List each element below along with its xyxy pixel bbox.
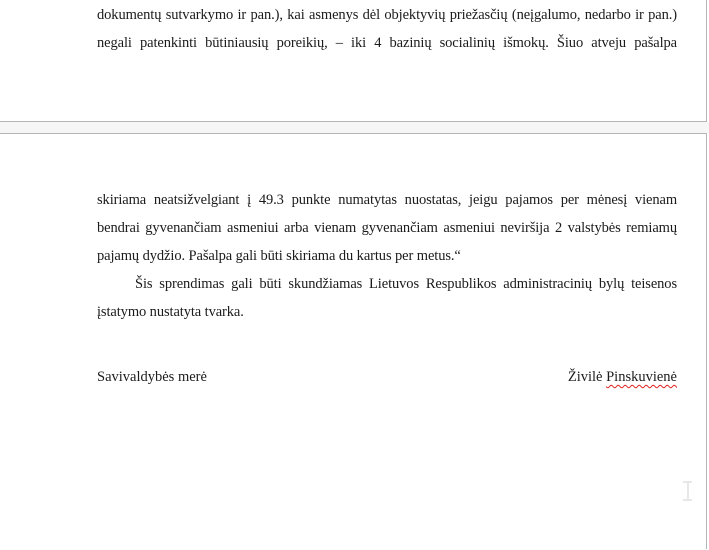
text-line[interactable]: dokumentų sutvarkymo ir pan.), kai asmenys dėl objektyvių priežasčių (neįgalumo, nedarbo ir pan.) xyxy=(97,7,677,23)
signature-name-first: Živilė xyxy=(567,369,607,385)
text-line[interactable]: negali patenkinti būtiniausių poreikių, – iki 4 bazinių socialinių išmokų. Šiuo atveju pašalpa xyxy=(97,35,677,51)
text-line[interactable]: pajamų dydžio. Pašalpa gali būti skiriama du kartus per metus.“ xyxy=(97,248,461,264)
i-beam-stem xyxy=(687,482,689,500)
text-line[interactable]: bendrai gyvenančiam asmeniui arba vienam gyvenančiam asmeniui neviršija 2 valstybės remiamų xyxy=(97,220,677,236)
page-1-text-block xyxy=(0,0,706,57)
text-line[interactable]: įstatymo nustatyta tvarka. xyxy=(97,304,244,320)
text-line[interactable]: Šis sprendimas gali būti skundžiamas Lietuvos Respublikos administracinių bylų teisenos xyxy=(135,276,677,292)
text-line[interactable]: skiriama neatsižvelgiant į 49.3 punkte numatytas nuostatas, jeigu pajamos per mėnesį vienam xyxy=(97,192,677,208)
i-beam-cursor xyxy=(683,481,692,501)
page-break-gap xyxy=(0,122,709,133)
document-page-1[interactable] xyxy=(0,0,707,122)
signature-role[interactable]: Savivaldybės merė xyxy=(97,369,207,385)
signature-row xyxy=(97,363,677,391)
signature-name[interactable] xyxy=(568,363,677,391)
signature-name-last-misspelled[interactable]: Pinskuvienė xyxy=(606,369,677,385)
document-page-2[interactable] xyxy=(0,133,707,549)
page-2-text-block xyxy=(0,134,706,391)
i-beam-bottom-serif xyxy=(683,499,692,501)
